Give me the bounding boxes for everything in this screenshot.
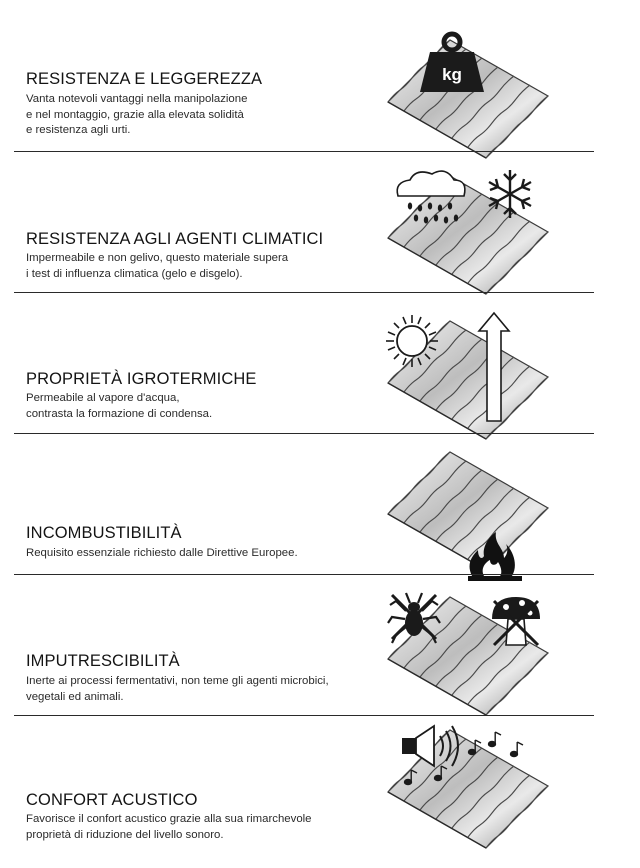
section-title: PROPRIETÀ IGROTERMICHE <box>26 370 257 388</box>
section-description: Favorisce il confort acustico grazie alla sua rimarchevole proprietà di riduzione del livello sonoro. <box>26 813 312 841</box>
no-mushroom-icon <box>492 597 540 645</box>
weight-label: kg <box>442 65 462 84</box>
illustration-igrotermiche <box>380 307 560 449</box>
feature-section-resistenza <box>0 0 640 152</box>
corrugated-sheet-icon <box>388 452 548 570</box>
illustration-climatici <box>380 166 560 308</box>
illustration-incombustibilita <box>380 448 560 590</box>
illustration-imputrescibilita <box>380 589 560 731</box>
feature-section-igrotermiche <box>0 293 640 434</box>
section-title: RESISTENZA AGLI AGENTI CLIMATICI <box>26 230 324 248</box>
section-description: Requisito essenziale richiesto dalle Direttive Europee. <box>26 547 298 559</box>
section-title: IMPUTRESCIBILITÀ <box>26 652 180 670</box>
feature-section-imputrescibilita <box>0 575 640 716</box>
section-description: Permeabile al vapore d'acqua, contrasta la formazione di condensa. <box>26 392 213 420</box>
section-description: Vanta notevoli vantaggi nella manipolazione e nel montaggio, grazie alla elevata solidità e resistenza agli urti. <box>26 93 248 136</box>
section-title: INCOMBUSTIBILITÀ <box>26 524 182 542</box>
feature-section-acustico <box>0 716 640 853</box>
section-description: Inerte ai processi fermentativi, non teme gli agenti microbici, vegetali ed animali. <box>26 675 329 703</box>
section-title: RESISTENZA E LEGGEREZZA <box>26 70 263 88</box>
feature-section-climatici <box>0 152 640 293</box>
section-description: Impermeabile e non gelivo, questo materiale supera i test di influenza climatica (gelo e disgelo). <box>26 252 289 280</box>
no-insect-icon <box>388 593 440 643</box>
illustration-acustico <box>380 726 560 868</box>
feature-section-incombustibilita <box>0 434 640 575</box>
section-title: CONFORT ACUSTICO <box>26 791 198 809</box>
